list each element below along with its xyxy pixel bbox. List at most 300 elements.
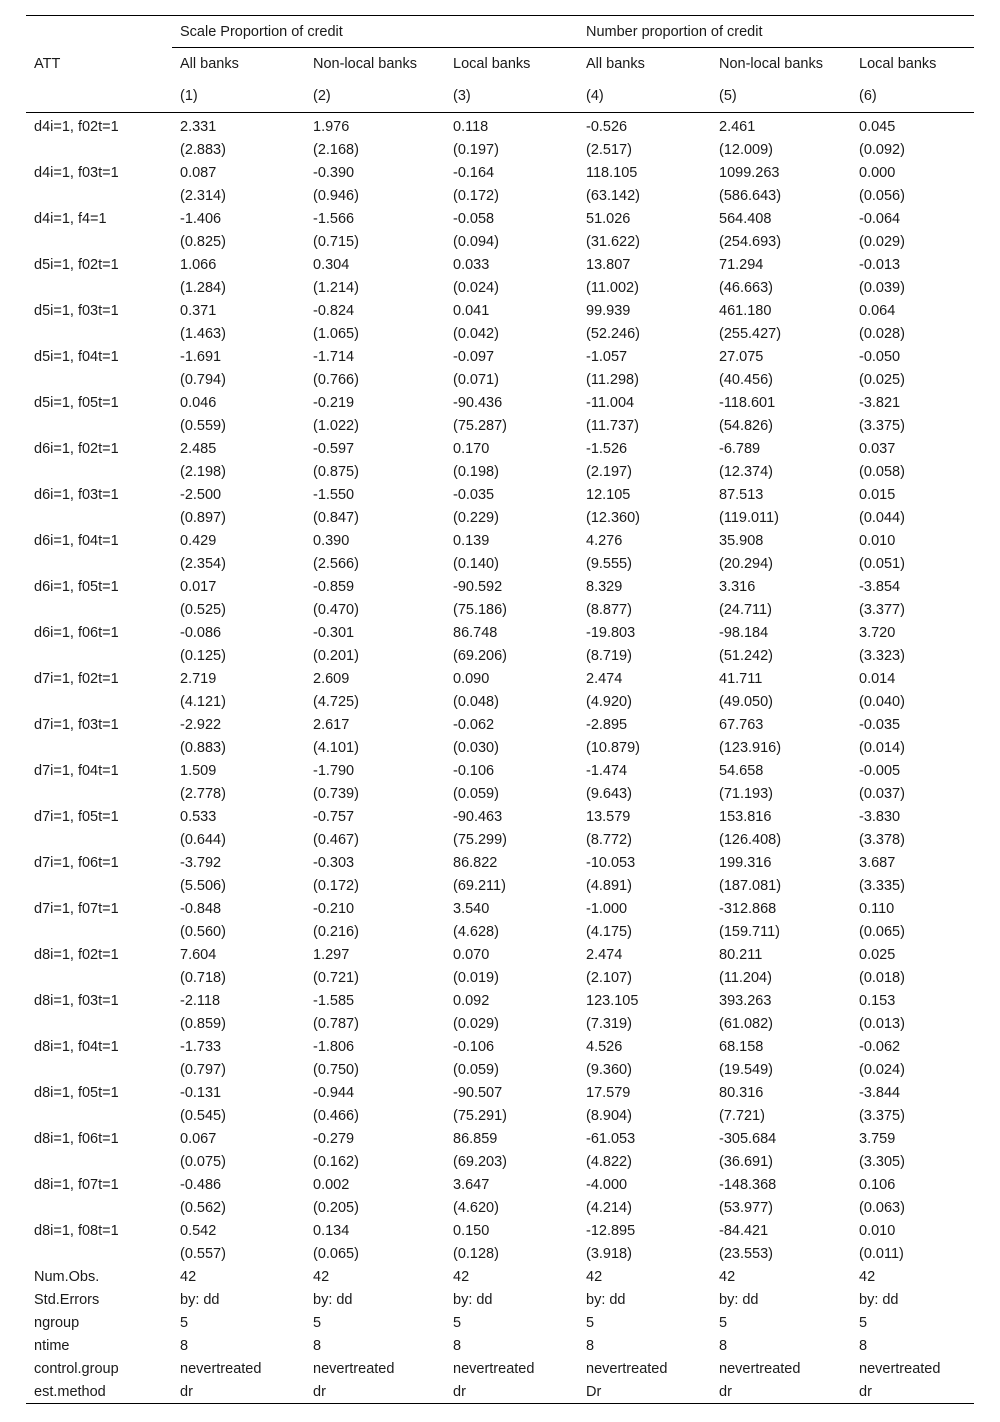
std-error-cell: (0.557) — [180, 1245, 226, 1262]
coefficient-cell: 0.110 — [859, 900, 895, 917]
table-row-std-error — [26, 1196, 974, 1219]
std-error-cell: (10.879) — [586, 739, 641, 756]
row-label-empty — [26, 1150, 172, 1173]
coefficient-cell: 0.170 — [453, 440, 490, 457]
std-error-cell: (12.360) — [586, 509, 641, 526]
row-label: d6i=1, f03t=1 — [34, 486, 119, 503]
coefficient-cell: 0.429 — [180, 532, 217, 549]
stat-label: ntime — [34, 1337, 70, 1354]
std-error-cell: (0.140) — [453, 555, 499, 572]
coefficient-cell: 35.908 — [719, 532, 764, 549]
std-error-cell: (0.039) — [859, 279, 905, 296]
stat-value: 8 — [453, 1337, 462, 1354]
column-number: (3) — [445, 80, 578, 113]
row-label-empty — [26, 368, 172, 391]
coefficient-cell: 0.045 — [859, 118, 896, 135]
row-label-empty — [26, 736, 172, 759]
coefficient-cell: -98.184 — [719, 624, 769, 641]
std-error-cell: (4.628) — [453, 923, 499, 940]
stat-label: ngroup — [34, 1314, 80, 1331]
table-row-coefficient — [26, 529, 974, 552]
coefficient-cell: -1.585 — [313, 992, 355, 1009]
std-error-cell: (0.059) — [453, 785, 499, 802]
std-error-cell: (4.920) — [586, 693, 632, 710]
coefficient-cell: 86.748 — [453, 624, 498, 641]
coefficient-cell: 0.000 — [859, 164, 896, 181]
table-row-statistic — [26, 1265, 974, 1288]
std-error-cell: (0.011) — [859, 1245, 904, 1262]
std-error-cell: (0.470) — [313, 601, 359, 618]
std-error-cell: (2.354) — [180, 555, 226, 572]
group-header-number: Number proportion of credit — [578, 16, 974, 48]
std-error-cell: (4.725) — [313, 693, 359, 710]
coefficient-cell: 87.513 — [719, 486, 764, 503]
std-error-cell: (0.560) — [180, 923, 226, 940]
stat-value: 42 — [859, 1268, 876, 1285]
std-error-cell: (0.847) — [313, 509, 359, 526]
std-error-cell: (0.859) — [180, 1015, 226, 1032]
stat-value: 42 — [719, 1268, 736, 1285]
std-error-cell: (2.107) — [586, 969, 632, 986]
coefficient-cell: 0.371 — [180, 302, 217, 319]
std-error-cell: (0.125) — [180, 647, 226, 664]
std-error-cell: (254.693) — [719, 233, 782, 250]
stat-value: 8 — [586, 1337, 595, 1354]
stat-value: 5 — [719, 1314, 728, 1331]
coefficient-cell: 54.658 — [719, 762, 764, 779]
stat-label: Num.Obs. — [34, 1268, 100, 1285]
coefficient-cell: 0.010 — [859, 1222, 896, 1239]
std-error-cell: (3.375) — [859, 417, 905, 434]
coefficient-cell: -4.000 — [586, 1176, 628, 1193]
stat-value: 8 — [313, 1337, 322, 1354]
row-label-empty — [26, 552, 172, 575]
table-row-coefficient — [26, 759, 974, 782]
row-label: d5i=1, f03t=1 — [34, 302, 119, 319]
coefficient-cell: -1.057 — [586, 348, 628, 365]
stat-value: 8 — [180, 1337, 189, 1354]
coefficient-cell: -0.301 — [313, 624, 355, 641]
row-label: d6i=1, f02t=1 — [34, 440, 119, 457]
std-error-cell: (2.778) — [180, 785, 226, 802]
std-error-cell: (71.193) — [719, 785, 774, 802]
std-error-cell: (0.216) — [313, 923, 359, 940]
table-row-std-error — [26, 460, 974, 483]
coefficient-cell: 0.041 — [453, 302, 490, 319]
table-row-std-error — [26, 1150, 974, 1173]
stat-value: 5 — [180, 1314, 189, 1331]
coefficient-cell: -0.035 — [859, 716, 901, 733]
std-error-cell: (4.175) — [586, 923, 632, 940]
row-label-empty — [26, 690, 172, 713]
coefficient-cell: -3.821 — [859, 394, 901, 411]
coefficient-cell: 13.579 — [586, 808, 631, 825]
coefficient-cell: -1.406 — [180, 210, 222, 227]
coefficient-cell: 3.720 — [859, 624, 896, 641]
std-error-cell: (69.206) — [453, 647, 508, 664]
std-error-cell: (0.467) — [313, 831, 359, 848]
coefficient-cell: 1.066 — [180, 256, 217, 273]
std-error-cell: (0.044) — [859, 509, 905, 526]
std-error-cell: (1.463) — [180, 325, 226, 342]
coefficient-cell: 123.105 — [586, 992, 639, 1009]
row-label: d7i=1, f06t=1 — [34, 854, 119, 871]
coefficient-cell: 153.816 — [719, 808, 772, 825]
coefficient-cell: -1.526 — [586, 440, 628, 457]
std-error-cell: (0.825) — [180, 233, 226, 250]
coefficient-cell: -0.062 — [859, 1038, 901, 1055]
coefficient-cell: -3.830 — [859, 808, 901, 825]
row-label-empty — [26, 506, 172, 529]
std-error-cell: (7.319) — [586, 1015, 632, 1032]
std-error-cell: (0.029) — [859, 233, 905, 250]
std-error-cell: (53.977) — [719, 1199, 774, 1216]
std-error-cell: (126.408) — [719, 831, 782, 848]
std-error-cell: (3.323) — [859, 647, 905, 664]
std-error-cell: (0.024) — [453, 279, 499, 296]
std-error-cell: (31.622) — [586, 233, 641, 250]
table-row-coefficient — [26, 897, 974, 920]
coefficient-cell: -0.050 — [859, 348, 901, 365]
std-error-cell: (75.186) — [453, 601, 508, 618]
table-row-std-error — [26, 276, 974, 299]
std-error-cell: (0.065) — [313, 1245, 359, 1262]
std-error-cell: (23.553) — [719, 1245, 774, 1262]
coefficient-cell: -0.303 — [313, 854, 355, 871]
table-row-coefficient — [26, 943, 974, 966]
stat-value: dr — [305, 1380, 445, 1404]
std-error-cell: (0.718) — [180, 969, 226, 986]
table-row-std-error — [26, 874, 974, 897]
std-error-cell: (11.737) — [586, 417, 639, 434]
std-error-cell: (0.229) — [453, 509, 499, 526]
stat-value: 42 — [453, 1268, 470, 1285]
row-label: d7i=1, f07t=1 — [34, 900, 119, 917]
coefficient-cell: -0.757 — [313, 808, 355, 825]
std-error-cell: (0.014) — [859, 739, 905, 756]
row-label: d8i=1, f07t=1 — [34, 1176, 119, 1193]
coefficient-cell: 564.408 — [719, 210, 772, 227]
row-label: d8i=1, f03t=1 — [34, 992, 119, 1009]
column-header: Local banks — [859, 56, 937, 72]
table-row-statistic — [26, 1311, 974, 1334]
std-error-cell: (63.142) — [586, 187, 641, 204]
row-label-empty — [26, 230, 172, 253]
coefficient-cell: 118.105 — [586, 164, 638, 181]
row-label: d6i=1, f06t=1 — [34, 624, 119, 641]
std-error-cell: (0.013) — [859, 1015, 905, 1032]
std-error-cell: (75.291) — [453, 1107, 508, 1124]
std-error-cell: (0.525) — [180, 601, 226, 618]
coefficient-cell: -0.013 — [859, 256, 901, 273]
std-error-cell: (0.794) — [180, 371, 226, 388]
coefficient-cell: 0.037 — [859, 440, 896, 457]
coefficient-cell: 0.533 — [180, 808, 217, 825]
table-row-coefficient — [26, 391, 974, 414]
std-error-cell: (8.904) — [586, 1107, 632, 1124]
stat-value: nevertreated — [586, 1360, 668, 1377]
std-error-cell: (0.037) — [859, 785, 905, 802]
column-header: All banks — [586, 56, 645, 72]
coefficient-cell: 0.304 — [313, 256, 350, 273]
stat-value: dr — [172, 1380, 305, 1404]
row-label-empty — [26, 1012, 172, 1035]
coefficient-cell: -1.474 — [586, 762, 628, 779]
std-error-cell: (4.620) — [453, 1199, 499, 1216]
coefficient-cell: -0.086 — [180, 624, 222, 641]
table-row-std-error — [26, 138, 974, 161]
column-number: (6) — [851, 80, 974, 113]
table-row-coefficient — [26, 1127, 974, 1150]
stat-value: by: dd — [586, 1291, 626, 1308]
std-error-cell: (0.883) — [180, 739, 226, 756]
std-error-cell: (0.466) — [313, 1107, 359, 1124]
std-error-cell: (4.214) — [586, 1199, 632, 1216]
std-error-cell: (75.299) — [453, 831, 508, 848]
table-row-coefficient — [26, 1035, 974, 1058]
coefficient-cell: -2.118 — [180, 992, 221, 1009]
std-error-cell: (4.822) — [586, 1153, 632, 1170]
table-header — [26, 16, 974, 113]
coefficient-cell: -1.566 — [313, 210, 355, 227]
std-error-cell: (0.162) — [313, 1153, 359, 1170]
row-label: d7i=1, f05t=1 — [34, 808, 119, 825]
std-error-cell: (0.172) — [313, 877, 359, 894]
std-error-cell: (1.214) — [313, 279, 359, 296]
coefficient-cell: 2.474 — [586, 946, 623, 963]
std-error-cell: (51.242) — [719, 647, 774, 664]
std-error-cell: (8.877) — [586, 601, 632, 618]
table-row-statistic — [26, 1334, 974, 1357]
table-row-std-error — [26, 1012, 974, 1035]
table-row-std-error — [26, 184, 974, 207]
table-row-std-error — [26, 1104, 974, 1127]
std-error-cell: (11.298) — [586, 371, 639, 388]
column-number: (1) — [172, 80, 305, 113]
coefficient-cell: -3.844 — [859, 1084, 901, 1101]
stat-label: Std.Errors — [34, 1291, 100, 1308]
table-row-std-error — [26, 736, 974, 759]
std-error-cell: (0.058) — [859, 463, 905, 480]
table-row-coefficient — [26, 113, 974, 139]
coefficient-cell: -1.714 — [313, 348, 355, 365]
stat-label: control.group — [34, 1360, 119, 1377]
coefficient-cell: -0.097 — [453, 348, 495, 365]
table-row-std-error — [26, 368, 974, 391]
std-error-cell: (0.048) — [453, 693, 499, 710]
coefficient-cell: 0.025 — [859, 946, 896, 963]
coefficient-cell: 2.474 — [586, 670, 623, 687]
coefficient-cell: -10.053 — [586, 854, 636, 871]
row-label-empty — [26, 1104, 172, 1127]
std-error-cell: (8.772) — [586, 831, 632, 848]
stat-value: dr — [445, 1380, 578, 1404]
std-error-cell: (5.506) — [180, 877, 226, 894]
stat-value: dr — [711, 1380, 851, 1404]
std-error-cell: (0.897) — [180, 509, 226, 526]
row-label: d4i=1, f4=1 — [34, 210, 107, 227]
coefficient-cell: 0.046 — [180, 394, 217, 411]
row-label-empty — [26, 966, 172, 989]
coefficient-cell: 0.092 — [453, 992, 490, 1009]
stat-value: nevertreated — [453, 1360, 535, 1377]
std-error-cell: (0.056) — [859, 187, 905, 204]
coefficient-cell: -0.597 — [313, 440, 355, 457]
table-row-coefficient — [26, 667, 974, 690]
coefficient-cell: 461.180 — [719, 302, 772, 319]
stat-value: 8 — [719, 1337, 728, 1354]
stat-value: 42 — [313, 1268, 330, 1285]
coefficient-cell: 86.859 — [453, 1130, 498, 1147]
std-error-cell: (0.051) — [859, 555, 905, 572]
std-error-cell: (0.875) — [313, 463, 359, 480]
row-label-empty — [26, 184, 172, 207]
column-number: (2) — [305, 80, 445, 113]
std-error-cell: (8.719) — [586, 647, 632, 664]
row-label-empty — [26, 322, 172, 345]
std-error-cell: (54.826) — [719, 417, 774, 434]
row-label: d6i=1, f05t=1 — [34, 578, 119, 595]
coefficient-cell: 99.939 — [586, 302, 631, 319]
table-row-coefficient — [26, 1081, 974, 1104]
coefficient-cell: -312.868 — [719, 900, 777, 917]
stat-value: 8 — [859, 1337, 868, 1354]
regression-table-container — [26, 15, 974, 1404]
coefficient-cell: -0.058 — [453, 210, 495, 227]
row-label-empty — [26, 276, 172, 299]
std-error-cell: (0.201) — [313, 647, 359, 664]
std-error-cell: (69.211) — [453, 877, 506, 894]
coefficient-cell: -1.733 — [180, 1038, 222, 1055]
std-error-cell: (3.335) — [859, 877, 905, 894]
coefficient-cell: 3.759 — [859, 1130, 896, 1147]
coefficient-cell: -0.486 — [180, 1176, 222, 1193]
coefficient-cell: 0.087 — [180, 164, 217, 181]
coefficient-cell: -0.064 — [859, 210, 901, 227]
std-error-cell: (1.022) — [313, 417, 359, 434]
stat-value: nevertreated — [859, 1360, 941, 1377]
std-error-cell: (0.172) — [453, 187, 499, 204]
coefficient-cell: 27.075 — [719, 348, 764, 365]
row-label: d8i=1, f02t=1 — [34, 946, 119, 963]
column-header: Non-local banks — [719, 56, 823, 72]
table-row-std-error — [26, 1242, 974, 1265]
std-error-cell: (0.946) — [313, 187, 359, 204]
table-row-std-error — [26, 1058, 974, 1081]
coefficient-cell: 7.604 — [180, 946, 217, 963]
row-label: d8i=1, f06t=1 — [34, 1130, 119, 1147]
std-error-cell: (0.024) — [859, 1061, 905, 1078]
column-header: All banks — [180, 56, 239, 72]
stat-value: dr — [851, 1380, 974, 1404]
coefficient-cell: -1.550 — [313, 486, 355, 503]
coefficient-cell: -0.848 — [180, 900, 222, 917]
coefficient-cell: 68.158 — [719, 1038, 764, 1055]
std-error-cell: (36.691) — [719, 1153, 774, 1170]
std-error-cell: (4.891) — [586, 877, 632, 894]
stat-value: by: dd — [453, 1291, 493, 1308]
std-error-cell: (0.739) — [313, 785, 359, 802]
std-error-cell: (11.002) — [586, 279, 639, 296]
coefficient-cell: -305.684 — [719, 1130, 777, 1147]
std-error-cell: (0.198) — [453, 463, 499, 480]
row-label-empty — [26, 138, 172, 161]
std-error-cell: (0.065) — [859, 923, 905, 940]
coefficient-cell: -0.390 — [313, 164, 355, 181]
coefficient-cell: 1.976 — [313, 118, 350, 135]
column-header: Local banks — [453, 56, 531, 72]
stat-value: 5 — [586, 1314, 595, 1331]
table-row-std-error — [26, 782, 974, 805]
table-row-coefficient — [26, 253, 974, 276]
std-error-cell: (61.082) — [719, 1015, 774, 1032]
table-row-std-error — [26, 506, 974, 529]
coefficient-cell: 0.106 — [859, 1176, 896, 1193]
std-error-cell: (2.314) — [180, 187, 226, 204]
std-error-cell: (0.545) — [180, 1107, 226, 1124]
std-error-cell: (0.019) — [453, 969, 499, 986]
coefficient-cell: 0.015 — [859, 486, 896, 503]
coefficient-cell: -61.053 — [586, 1130, 636, 1147]
table-row-coefficient — [26, 989, 974, 1012]
table-row-coefficient — [26, 1173, 974, 1196]
table-row-coefficient — [26, 805, 974, 828]
coefficient-cell: -148.368 — [719, 1176, 777, 1193]
std-error-cell: (9.643) — [586, 785, 632, 802]
column-number: (4) — [578, 80, 711, 113]
coefficient-cell: 67.763 — [719, 716, 764, 733]
std-error-cell: (0.042) — [453, 325, 499, 342]
stat-value: 5 — [859, 1314, 868, 1331]
column-header: Non-local banks — [313, 56, 417, 72]
coefficient-cell: 0.542 — [180, 1222, 217, 1239]
stat-value: 5 — [313, 1314, 322, 1331]
coefficient-cell: -2.922 — [180, 716, 222, 733]
table-row-coefficient — [26, 621, 974, 644]
coefficient-cell: 0.014 — [859, 670, 896, 687]
coefficient-cell: 4.276 — [586, 532, 623, 549]
row-label: d4i=1, f03t=1 — [34, 164, 119, 181]
coefficient-cell: -90.436 — [453, 394, 503, 411]
table-row-std-error — [26, 552, 974, 575]
coefficient-cell: 17.579 — [586, 1084, 631, 1101]
std-error-cell: (11.204) — [719, 969, 772, 986]
coefficient-cell: -0.035 — [453, 486, 495, 503]
std-error-cell: (2.566) — [313, 555, 359, 572]
std-error-cell: (159.711) — [719, 923, 780, 940]
coefficient-cell: 2.617 — [313, 716, 350, 733]
std-error-cell: (2.198) — [180, 463, 226, 480]
coefficient-cell: -6.789 — [719, 440, 761, 457]
row-label-empty — [26, 1058, 172, 1081]
table-row-coefficient — [26, 483, 974, 506]
std-error-cell: (0.128) — [453, 1245, 499, 1262]
std-error-cell: (0.787) — [313, 1015, 359, 1032]
coefficient-cell: -90.463 — [453, 808, 503, 825]
table-row-std-error — [26, 828, 974, 851]
coefficient-cell: -19.803 — [586, 624, 636, 641]
table-row-statistic — [26, 1380, 974, 1404]
std-error-cell: (0.075) — [180, 1153, 226, 1170]
row-label-empty — [26, 1196, 172, 1219]
std-error-cell: (20.294) — [719, 555, 774, 572]
row-label: d4i=1, f02t=1 — [34, 118, 119, 135]
std-error-cell: (2.168) — [313, 141, 359, 158]
table-row-coefficient — [26, 713, 974, 736]
coefficient-cell: -1.790 — [313, 762, 355, 779]
std-error-cell: (2.517) — [586, 141, 632, 158]
std-error-cell: (0.094) — [453, 233, 499, 250]
